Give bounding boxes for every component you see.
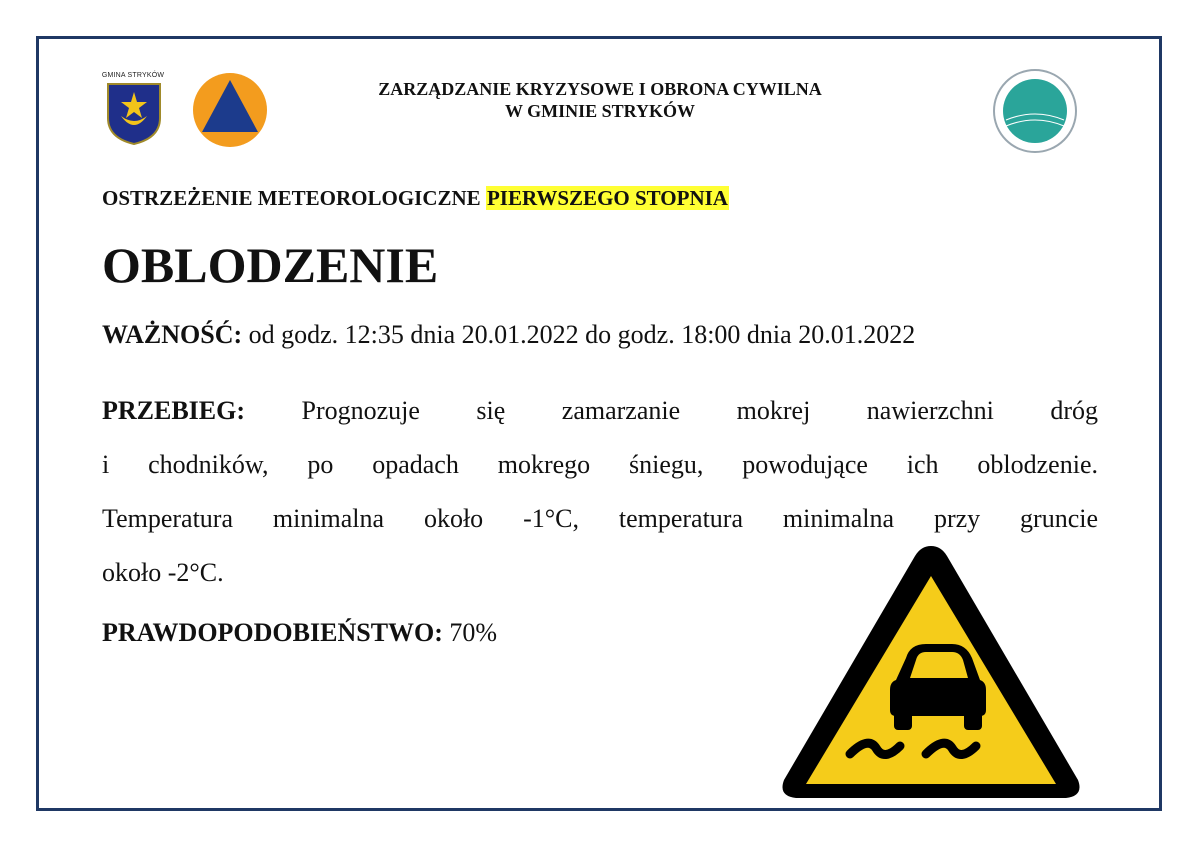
course-line-1 [102, 384, 1098, 438]
probability-value: 70% [449, 618, 498, 647]
validity-label: WAŻNOŚĆ: [102, 320, 243, 349]
course-word: temperatura [618, 504, 743, 533]
imgw-logo [992, 68, 1078, 159]
coat-of-arms-label: GMINA STRYKÓW [101, 72, 165, 79]
course-word: chodników, [148, 450, 269, 479]
course-word: przy [933, 504, 981, 533]
course-word: powodujące [742, 450, 868, 479]
course-word: opadach [372, 450, 459, 479]
course-line-3 [102, 492, 1098, 546]
warning-degree-line [102, 186, 729, 211]
course-word: gruncie [1020, 504, 1098, 533]
course-word: minimalna [272, 504, 385, 533]
course-word: oblodzenie. [977, 450, 1098, 479]
course-line-4: około -2°C. [102, 558, 224, 587]
course-word: się [476, 396, 506, 425]
slippery-road-sign-icon [776, 540, 1086, 807]
course-line-2 [102, 438, 1098, 492]
warning-prefix: OSTRZEŻENIE METEOROLOGICZNE [102, 186, 481, 210]
coat-of-arms-logo [100, 72, 166, 148]
warning-degree-highlight: PIERWSZEGO STOPNIA [486, 186, 728, 210]
course-word: Temperatura [102, 504, 233, 533]
course-word: mokrej [736, 396, 811, 425]
course-word: dróg [1050, 396, 1098, 425]
course-word: zamarzanie [561, 396, 681, 425]
course-word: mokrego [497, 450, 591, 479]
header-title-line2: W GMINIE STRYKÓW [504, 101, 696, 121]
course-word: śniegu, [629, 450, 704, 479]
header-title-line1: ZARZĄDZANIE KRYZYSOWE I OBRONA CYWILNA [378, 79, 822, 99]
header-title [300, 78, 900, 122]
hazard-title: OBLODZENIE [102, 237, 439, 293]
validity-line [102, 320, 915, 350]
course-label: PRZEBIEG: [102, 396, 246, 425]
course-word: Prognozuje [301, 396, 420, 425]
validity-text: od godz. 12:35 dnia 20.01.2022 do godz. 18:00 dnia 20.01.2022 [248, 320, 916, 349]
course-word: nawierzchni [866, 396, 994, 425]
course-word: po [307, 450, 334, 479]
course-word: około [423, 504, 484, 533]
course-word: -1°C, [523, 504, 579, 533]
course-word: minimalna [782, 504, 895, 533]
civil-defense-logo [192, 72, 268, 153]
probability-label: PRAWDOPODOBIEŃSTWO: [102, 618, 443, 647]
course-word: i [102, 450, 110, 479]
course-word: ich [906, 450, 939, 479]
probability-line [102, 618, 497, 648]
